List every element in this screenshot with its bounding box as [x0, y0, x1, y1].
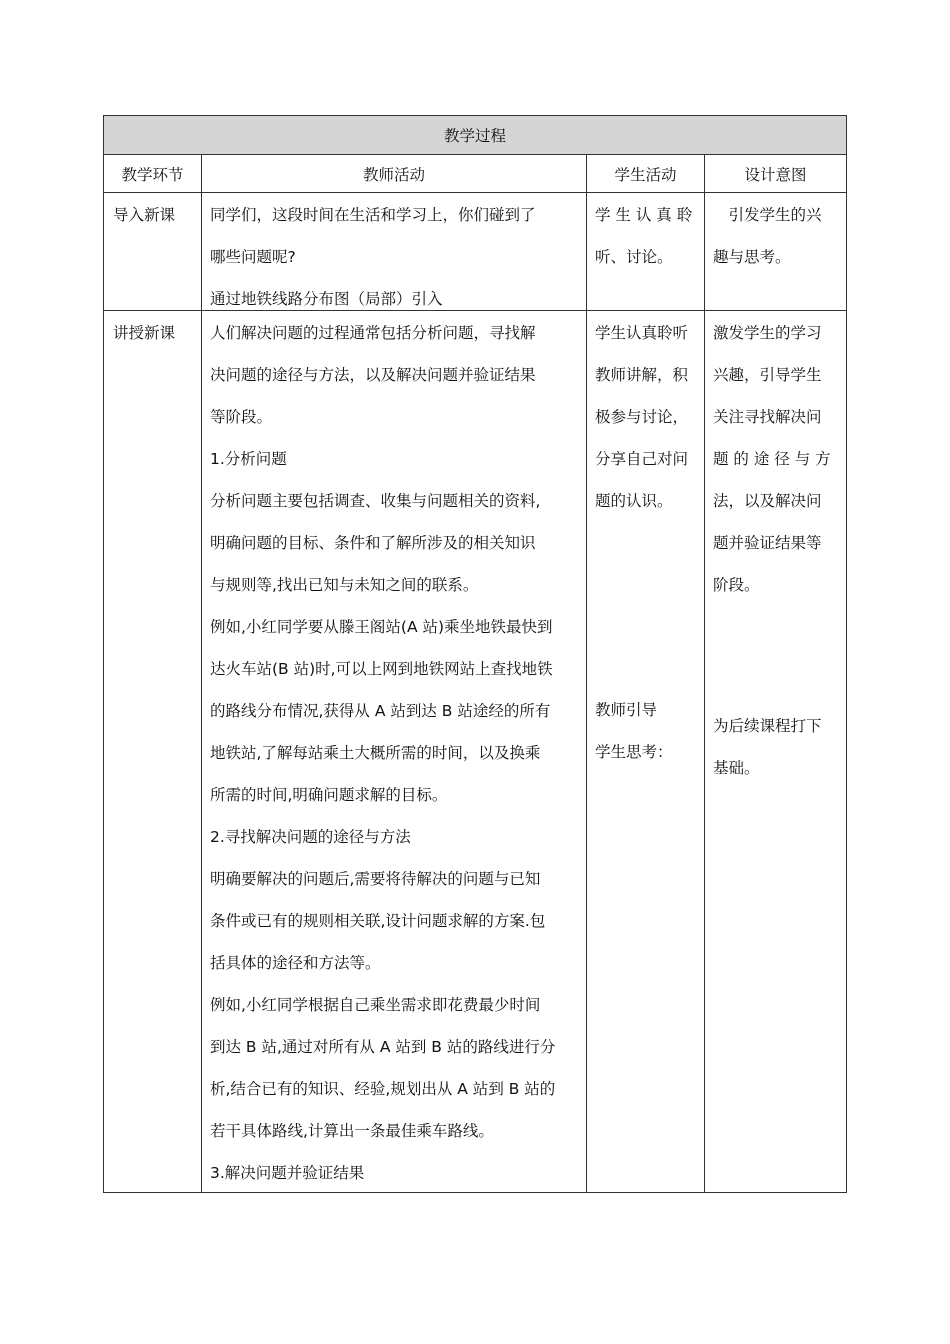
row-lecture-teacher — [202, 311, 587, 1193]
text-line: 法，以及解决问 — [713, 492, 822, 510]
row-intro-intent — [705, 193, 847, 311]
text-line: 哪些问题呢? — [210, 248, 296, 266]
table-title: 教学过程 — [104, 116, 847, 155]
text-line: 括具体的途径和方法等。 — [210, 954, 381, 972]
text-line: 关注寻找解决问 — [713, 408, 822, 426]
stage-label: 讲授新课 — [113, 324, 176, 342]
text-line: 激发学生的学习 — [713, 324, 822, 342]
stage-label: 导入新课 — [113, 206, 176, 224]
text-line: 决问题的途径与方法，以及解决问题并验证结果 — [210, 366, 536, 384]
text-line: 通过地铁线路分布图（局部）引入 — [210, 290, 443, 308]
text-line: 明确要解决的问题后,需要将待解决的问题与已知 — [210, 870, 541, 888]
header-design-intent: 设计意图 — [705, 155, 847, 193]
row-lecture-intent — [705, 311, 847, 1193]
text-line: 为后续课程打下 — [713, 717, 822, 735]
header-teacher-activity: 教师活动 — [202, 155, 587, 193]
text-line: 的路线分布情况,获得从 A 站到达 B 站途经的所有 — [210, 702, 551, 720]
text-line: 教师引导 — [595, 701, 658, 719]
text-line: 极参与讨论， — [595, 408, 689, 426]
text-line: 阶段。 — [713, 576, 760, 594]
text-line: 基础。 — [713, 759, 760, 777]
text-line: 例如,小红同学要从滕王阁站(A 站)乘坐地铁最快到 — [210, 618, 553, 636]
header-student-activity: 学生活动 — [587, 155, 705, 193]
text-line: 学生认真聆听 — [595, 324, 689, 342]
text-line: 听、讨论。 — [595, 248, 673, 266]
row-intro-student — [587, 193, 705, 311]
row-intro-teacher — [202, 193, 587, 311]
text-line: 题的认识。 — [595, 492, 673, 510]
text-line: 兴趣，引导学生 — [713, 366, 822, 384]
text-line: 到达 B 站,通过对所有从 A 站到 B 站的路线进行分 — [210, 1038, 556, 1056]
text-line: 等阶段。 — [210, 408, 273, 426]
teaching-process-table — [103, 115, 847, 1193]
text-line: 若干具体路线,计算出一条最佳乘车路线。 — [210, 1122, 494, 1140]
text-line: 析,结合已有的知识、经验,规划出从 A 站到 B 站的 — [210, 1080, 556, 1098]
section-heading: 1.分析问题 — [210, 450, 287, 468]
text-line: 学生思考： — [595, 743, 673, 761]
text-line: 与规则等,找出已知与未知之间的联系。 — [210, 576, 479, 594]
row-lecture-student — [587, 311, 705, 1193]
row-lecture-stage — [104, 311, 202, 1193]
section-heading: 3.解决问题并验证结果 — [210, 1164, 365, 1182]
text-line: 引发学生的兴 — [713, 206, 822, 224]
text-line: 地铁站,了解每站乘土大概所需的时间，以及换乘 — [210, 744, 541, 762]
text-line: 分析问题主要包括调查、收集与问题相关的资料, — [210, 492, 541, 510]
text-line: 学 生 认 真 聆 — [595, 206, 693, 224]
header-stage: 教学环节 — [104, 155, 202, 193]
text-line: 教师讲解，积 — [595, 366, 689, 384]
text-line: 人们解决问题的过程通常包括分析问题，寻找解 — [210, 324, 536, 342]
text-line: 分享自己对问 — [595, 450, 689, 468]
text-line: 题并验证结果等 — [713, 534, 822, 552]
text-line: 达火车站(B 站)时,可以上网到地铁网站上查找地铁 — [210, 660, 553, 678]
text-line: 趣与思考。 — [713, 248, 791, 266]
row-intro-stage — [104, 193, 202, 311]
text-line: 同学们，这段时间在生活和学习上，你们碰到了 — [210, 206, 536, 224]
text-line: 条件或已有的规则相关联,设计问题求解的方案.包 — [210, 912, 546, 930]
text-line: 题 的 途 径 与 方 — [713, 450, 831, 468]
text-line: 所需的时间,明确问题求解的目标。 — [210, 786, 448, 804]
text-line: 例如,小红同学根据自己乘坐需求即花费最少时间 — [210, 996, 541, 1014]
section-heading: 2.寻找解决问题的途径与方法 — [210, 828, 411, 846]
text-line: 明确问题的目标、条件和了解所涉及的相关知识 — [210, 534, 536, 552]
